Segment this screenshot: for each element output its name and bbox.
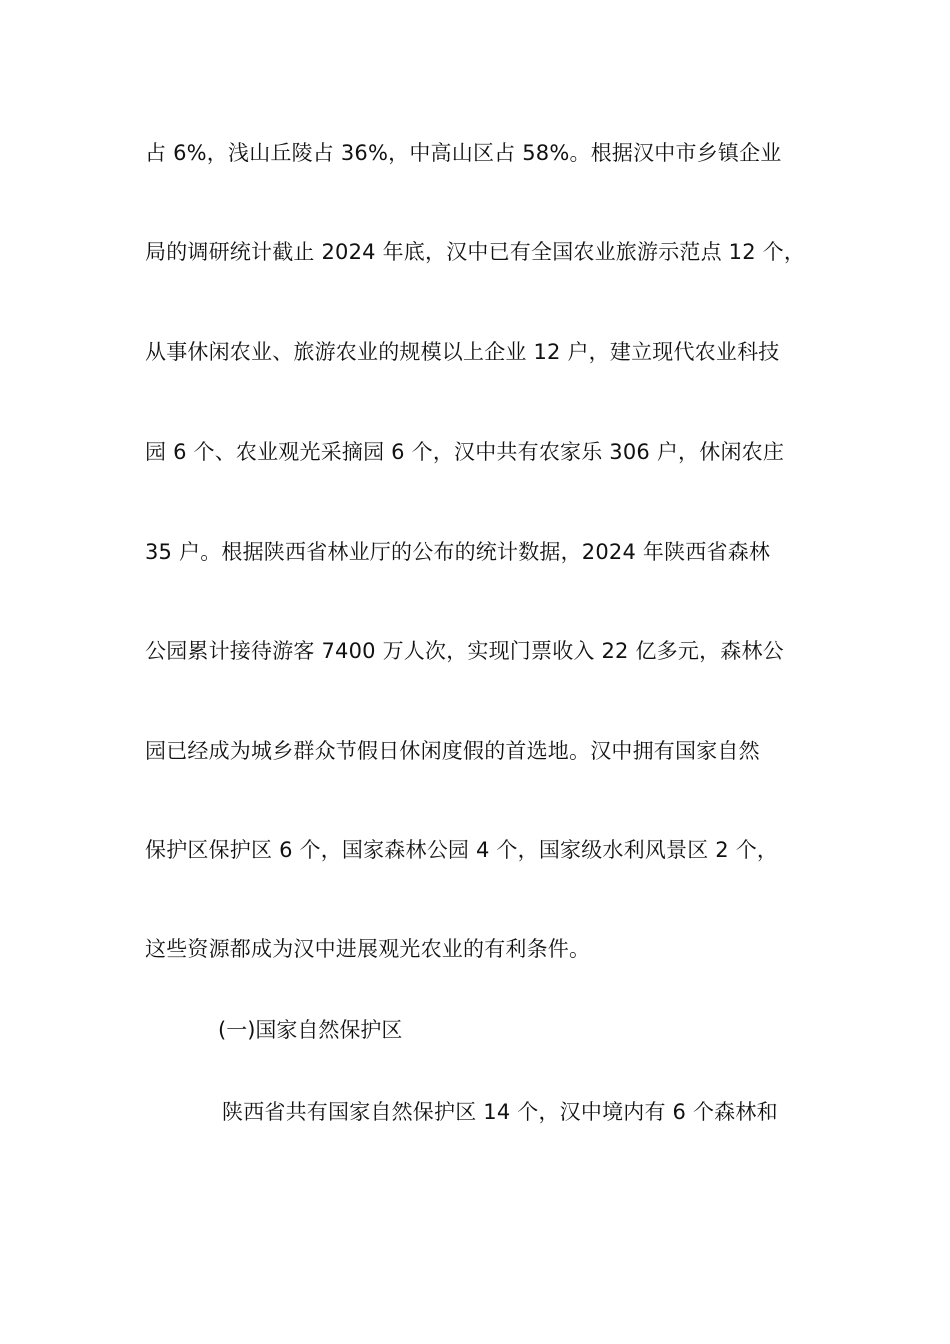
paragraph-line: 园已经成为城乡群众节假日休闲度假的首选地。汉中拥有国家自然 [145,739,760,763]
paragraph-line: 局的调研统计截止 2024 年底，汉中已有全国农业旅游示范点 12 个， [145,240,806,264]
paragraph-line: 占 6%，浅山丘陵占 36%，中高山区占 58%。根据汉中市乡镇企业 [145,141,782,165]
paragraph-line: 35 户。根据陕西省林业厅的公布的统计数据，2024 年陕西省森林 [145,540,771,564]
paragraph-line: 从事休闲农业、旅游农业的规模以上企业 12 户，建立现代农业科技 [145,340,780,364]
paragraph-line: 这些资源都成为汉中进展观光农业的有利条件。 [145,937,591,961]
section-heading: (一)国家自然保护区 [218,1018,403,1042]
paragraph-line: 公园累计接待游客 7400 万人次，实现门票收入 22 亿多元，森林公 [145,639,784,663]
paragraph-line: 陕西省共有国家自然保护区 14 个，汉中境内有 6 个森林和 [222,1100,778,1124]
paragraph-line: 园 6 个、农业观光采摘园 6 个，汉中共有农家乐 306 户，休闲农庄 [145,440,785,464]
paragraph-line: 保护区保护区 6 个，国家森林公园 4 个，国家级水利风景区 2 个， [145,838,779,862]
